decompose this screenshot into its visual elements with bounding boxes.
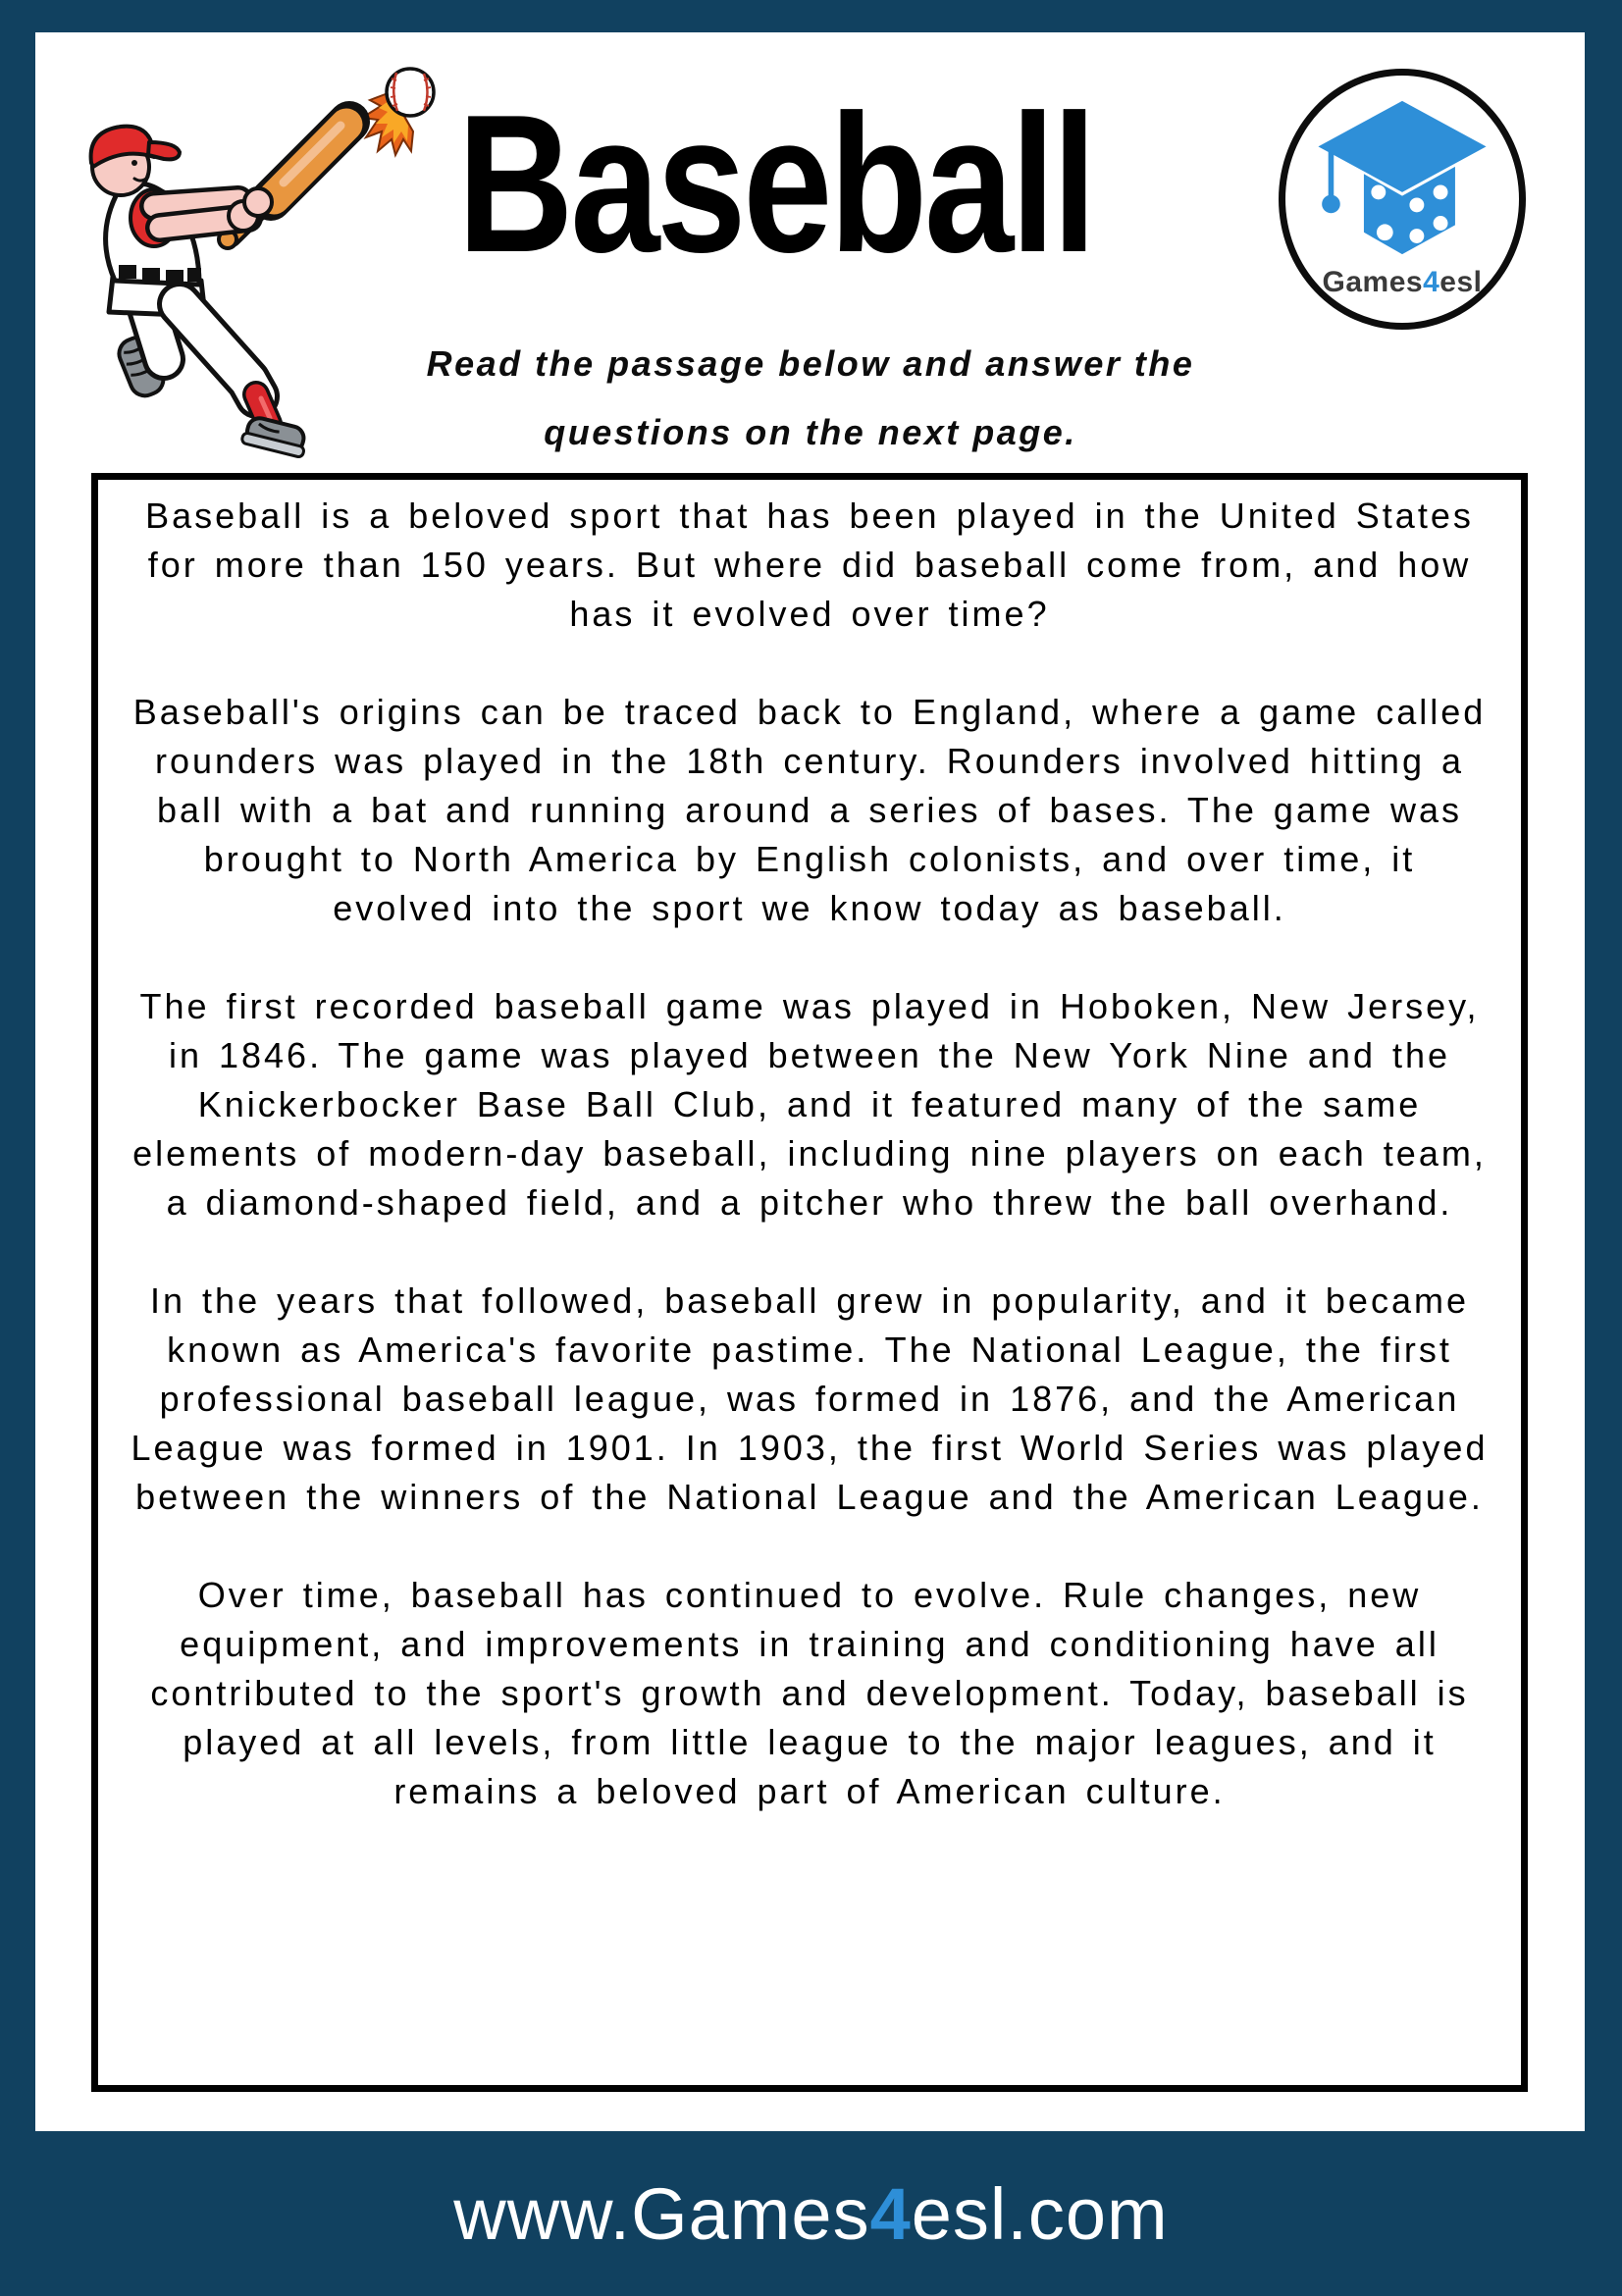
page-title: Baseball (456, 75, 1094, 293)
passage-box (91, 473, 1528, 2092)
logo-wordmark (1285, 266, 1519, 299)
instruction-text (202, 330, 1419, 467)
mortarboard (1318, 101, 1486, 192)
passage-paragraph-1: Baseball is a beloved sport that has been played in the United States for more than 150 years. But where did baseball come from, and how has it evolved over time? (145, 496, 1474, 634)
instruction-line-1: Read the passage below and answer the (426, 343, 1195, 384)
graduation-cap-dice-icon (1311, 95, 1493, 260)
tassel-ball (1322, 195, 1340, 214)
logo-text-num: 4 (1423, 266, 1440, 298)
footer-url-num: 4 (869, 2172, 912, 2255)
footer-url (453, 2172, 1168, 2256)
instruction-line-2: questions on the next page. (544, 412, 1077, 452)
batter-back-leg (115, 302, 168, 400)
footer-url-post: esl.com (911, 2172, 1169, 2255)
footer-bar (0, 2131, 1622, 2296)
passage-paragraph-4: In the years that followed, baseball grew in popularity, and it became known as America's favorite pastime. The National League, the first professional baseball league, was formed in 1876, and the American League was formed in 1901. In 1903, the first World Series was played between the winners of the National League and the American League. (131, 1280, 1489, 1517)
logo-text-post: esl (1439, 266, 1483, 298)
batter-head (91, 127, 180, 195)
passage-paragraph-3: The first recorded baseball game was played in Hoboken, New Jersey, in 1846. The game was played between the New York Nine and the Knickerbocker Base Ball Club, and it featured many of the same elements of modern-day baseball, including nine players on each team, a diamond-shaped field, and a pitcher who threw the ball overhand. (132, 986, 1487, 1223)
passage-paragraph-2: Baseball's origins can be traced back to England, where a game called rounders was played in the 18th century. Rounders involved hitting a ball with a bat and running around a series of bases. The game was brought to North America by English colonists, and over time, it evolved into the sport we know today as baseball. (132, 692, 1487, 928)
logo-text-pre: Games (1322, 266, 1424, 298)
passage-paragraph-5: Over time, baseball has continued to evolve. Rule changes, new equipment, and improvements in training and conditioning have all contributed to the sport's growth and development. Today, baseball is played at all levels, from little league to the major leagues, and it remains a beloved part of American culture. (150, 1575, 1469, 1811)
games4esl-logo (1279, 69, 1526, 330)
title-wrap (363, 75, 1187, 345)
footer-url-pre: www.Games (453, 2172, 870, 2255)
